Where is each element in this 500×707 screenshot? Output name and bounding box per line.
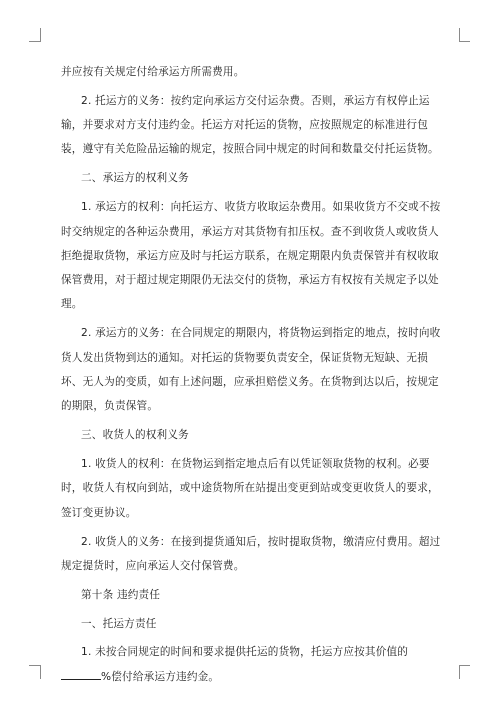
paragraph-consignee-rights: 1. 收货人的权利：在货物运到指定地点后有以凭证领取货物的权利。必要时，收货人有权向到站，或中途货物所在站提出变更到站或变更收货人的要求，签订变更协议。 (61, 458, 439, 519)
paragraph-carrier-rights: 1. 承运方的权利：向托运方、收货方收取运杂费用。如果收货方不交或不按时交纳规定的各种运杂费用，承运方对其货物有扣压权。查不到收货人或收货人拒绝提取货物，承运方应及时与托运方联系，在规定期限内负责保管并有权收取保管费用，对于超过规定期限仍无法交付的货物，承运方有权按有关规定予以处理。 (61, 201, 441, 311)
crop-mark-bottom-left-h (29, 665, 40, 666)
paragraph-continuation: 并应按有关规定付给承运方所需费用。 (61, 66, 245, 78)
section-heading-consignor-liability: 一、托运方责任 (81, 617, 157, 630)
crop-mark-bottom-right-h (459, 665, 470, 666)
paragraph-consignor-penalty (61, 640, 441, 689)
crop-mark-top-left-v (40, 28, 41, 42)
penalty-text-end: %偿付给承运方违约金。 (101, 670, 220, 683)
crop-mark-top-left-h (29, 41, 40, 42)
crop-mark-bottom-right-v (459, 665, 460, 679)
percentage-blank (61, 669, 101, 680)
crop-mark-top-right-v (459, 28, 460, 42)
article-heading-liability: 第十条 违约责任 (81, 588, 161, 601)
paragraph-consignee-obligation: 2. 收货人的义务：在接到提货通知后，按时提取货物，缴清应付费用。超过规定提货时，应向承运人交付保管费。 (61, 535, 441, 572)
section-heading-consignee: 三、收货人的权利义务 (81, 429, 189, 442)
body-text (61, 60, 441, 689)
section-heading-carrier: 二、承运方的权利义务 (81, 172, 189, 185)
paragraph-consignor-obligation: 2. 托运方的义务：按约定向承运方交付运杂费。否则，承运方有权停止运输，并要求对方支付违约金。托运方对托运的货物，应按照规定的标准进行包装，遵守有关危险品运输的规定，按照合同中规定的时间和数量交付托运货物。 (61, 94, 439, 156)
crop-mark-bottom-left-v (40, 665, 41, 679)
crop-mark-top-right-h (459, 41, 470, 42)
penalty-text-start: 1. 未按合同规定的时间和要求提供托运的货物，托运方应按其价值的 (81, 646, 409, 659)
paragraph-carrier-obligation: 2. 承运方的义务：在合同规定的期限内，将货物运到指定的地点，按时向收货人发出货物到达的通知。对托运的货物要负责安全，保证货物无短缺、无损坏、无人为的变质，如有上述问题，应承担赔偿义务。在货物到达以后，按规定的期限，负责保管。 (61, 327, 441, 413)
